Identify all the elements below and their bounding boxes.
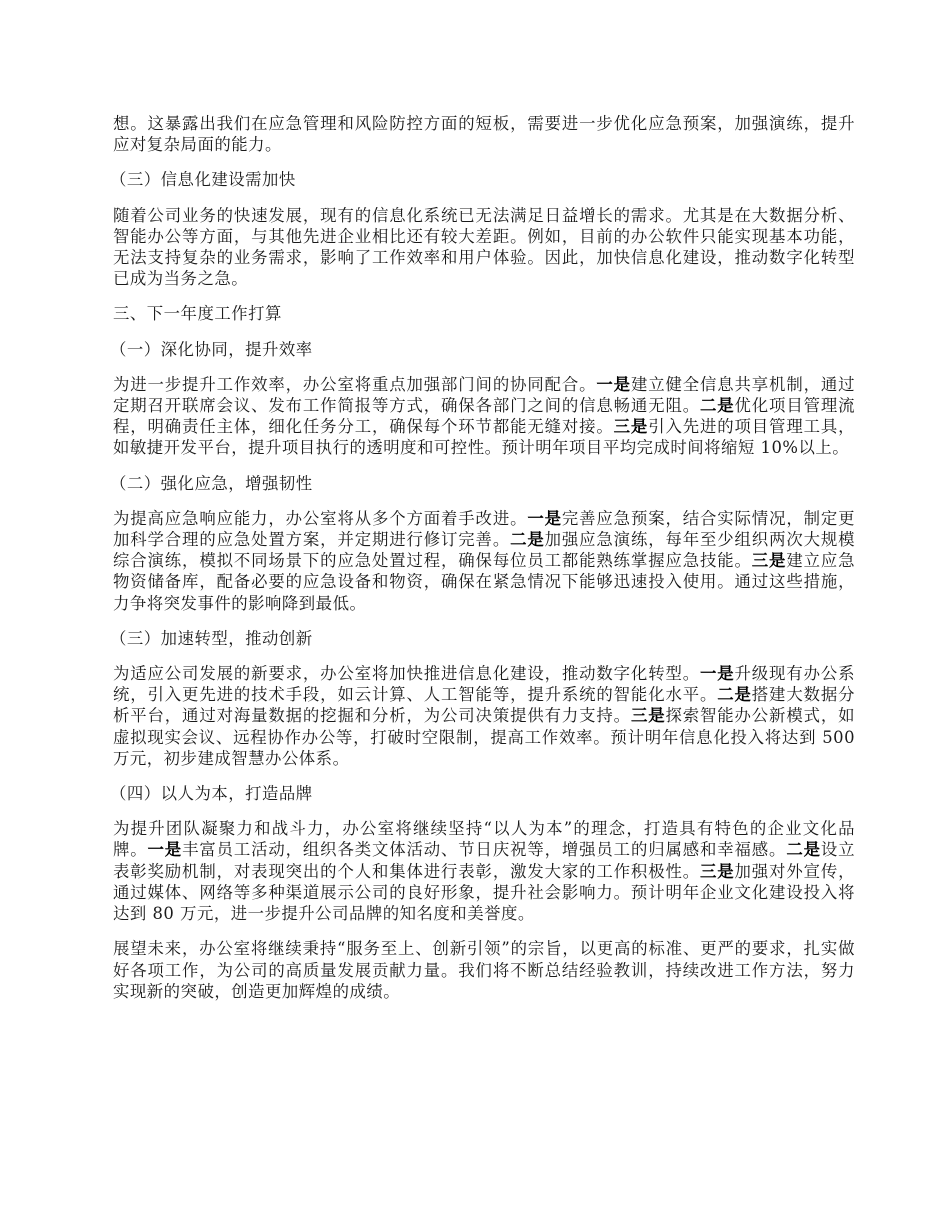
- emphasis-label: 一是: [700, 664, 735, 684]
- paragraph-text: 为适应公司发展的新要求，办公室将加快推进信息化建设，推动数字化转型。: [113, 664, 700, 684]
- paragraph-text: 设立表彰奖励机制，对表现突出的个人和集体进行表彰，激发大家的工作积极性。: [113, 840, 856, 881]
- subsection-heading: （四）以人为本，打造品牌: [110, 784, 313, 804]
- emphasis-label: 一是: [147, 840, 183, 860]
- paragraph-text: 展望未来，办公室将继续秉持“服务至上、创新引领”的宗旨，以更高的标准、更严的要求，扎实做好各项工作，为公司的高质量发展贡献力量。我们将不断总结经验教训，持续改进工作方法，努力实现新的突破，创造更加辉煌的成绩。: [113, 939, 855, 1001]
- body-paragraph: [113, 508, 855, 614]
- paragraph-text: 完善应急预案，结合实际情况，制定更加科学合理的应急处置方案，并定期进行修订完善。: [113, 508, 856, 550]
- body-paragraph: [113, 205, 855, 290]
- paragraph-text: 丰富员工活动，组织各类文体活动、节日庆祝等，增强员工的归属感和幸福感。: [182, 840, 787, 860]
- body-paragraph: [113, 113, 855, 155]
- body-paragraph: [113, 663, 855, 769]
- paragraph-text: 为进一步提升工作效率，办公室将重点加强部门间的协同配合。: [113, 374, 597, 394]
- emphasis-label: 三是: [613, 417, 649, 437]
- subsection-heading: （一）深化协同，提升效率: [110, 339, 313, 359]
- emphasis-label: 一是: [596, 374, 631, 394]
- emphasis-label: 二是: [700, 396, 735, 416]
- emphasis-label: 三是: [630, 706, 666, 726]
- emphasis-label: 一是: [527, 508, 562, 528]
- body-paragraph: [113, 938, 855, 1002]
- paragraph-text: 建立应急物资储备库，配备必要的应急设备和物资，确保在紧急情况下能够迅速投入使用。通过这些措施，力争将突发事件的影响降到最低。: [113, 551, 856, 613]
- paragraph-text: 为提高应急响应能力，办公室将从多个方面着手改进。: [113, 508, 528, 528]
- section-heading: 三、下一年度工作打算: [113, 304, 282, 324]
- emphasis-label: 二是: [510, 530, 545, 550]
- paragraph-text: 升级现有办公系统，引入更先进的技术手段，如云计算、人工智能等，提升系统的智能化水平。: [113, 664, 856, 705]
- emphasis-label: 三是: [751, 551, 787, 571]
- body-paragraph: [113, 818, 855, 924]
- paragraph-text: 探索智能办公新模式，如虚拟现实会议、远程协作办公等，打破时空限制，提高工作效率。预计明年信息化投入将达到 500 万元，初步建成智慧办公体系。: [113, 706, 856, 768]
- emphasis-label: 三是: [700, 861, 735, 881]
- subsection-heading: （三）加速转型，推动创新: [110, 628, 313, 648]
- paragraph-text: 搭建大数据分析平台，通过对海量数据的挖掘和分析，为公司决策提供有力支持。: [113, 685, 856, 726]
- paragraph-text: 引入先进的项目管理工具，如敏捷开发平台，提升项目执行的透明度和可控性。预计明年项目平均完成时间将缩短 10%以上。: [113, 417, 856, 458]
- document-body: [110, 113, 856, 1002]
- paragraph-text: 随着公司业务的快速发展，现有的信息化系统已无法满足日益增长的需求。尤其是在大数据分析、智能办公等方面，与其他先进企业相比还有较大差距。例如，目前的办公软件只能实现基本功能，无法支持复杂的业务需求，影响了工作效率和用户体验。因此，加快信息化建设，推动数字化转型已成为当务之急。: [113, 205, 855, 289]
- subsection-heading: （二）强化应急，增强韧性: [110, 473, 313, 493]
- paragraph-text: 建立健全信息共享机制，通过定期召开联席会议、发布工作简报等方式，确保各部门之间的信息畅通无阻。: [113, 374, 856, 416]
- paragraph-text: 加强应急演练，每年至少组织两次大规模综合演练，模拟不同场景下的应急处置过程，确保每位员工都能熟练掌握应急技能。: [113, 530, 856, 571]
- body-paragraph: [113, 374, 855, 459]
- paragraph-text: 加强对外宣传，通过媒体、网络等多种渠道展示公司的良好形象，提升社会影响力。预计明年企业文化建设投入将达到 80 万元，进一步提升公司品牌的知名度和美誉度。: [113, 861, 856, 924]
- paragraph-text: 为提升团队凝聚力和战斗力，办公室将继续坚持“以人为本”的理念，打造具有特色的企业文化品牌。: [113, 819, 855, 860]
- subsection-heading: （三）信息化建设需加快: [110, 170, 296, 190]
- paragraph-text: 优化项目管理流程，明确责任主体，细化任务分工，确保每个环节都能无缝对接。: [113, 396, 856, 437]
- emphasis-label: 二是: [786, 840, 821, 860]
- paragraph-text: 想。这暴露出我们在应急管理和风险防控方面的短板，需要进一步优化应急预案，加强演练，提升应对复杂局面的能力。: [113, 114, 855, 155]
- document-page: [110, 113, 856, 1016]
- emphasis-label: 二是: [717, 685, 752, 705]
